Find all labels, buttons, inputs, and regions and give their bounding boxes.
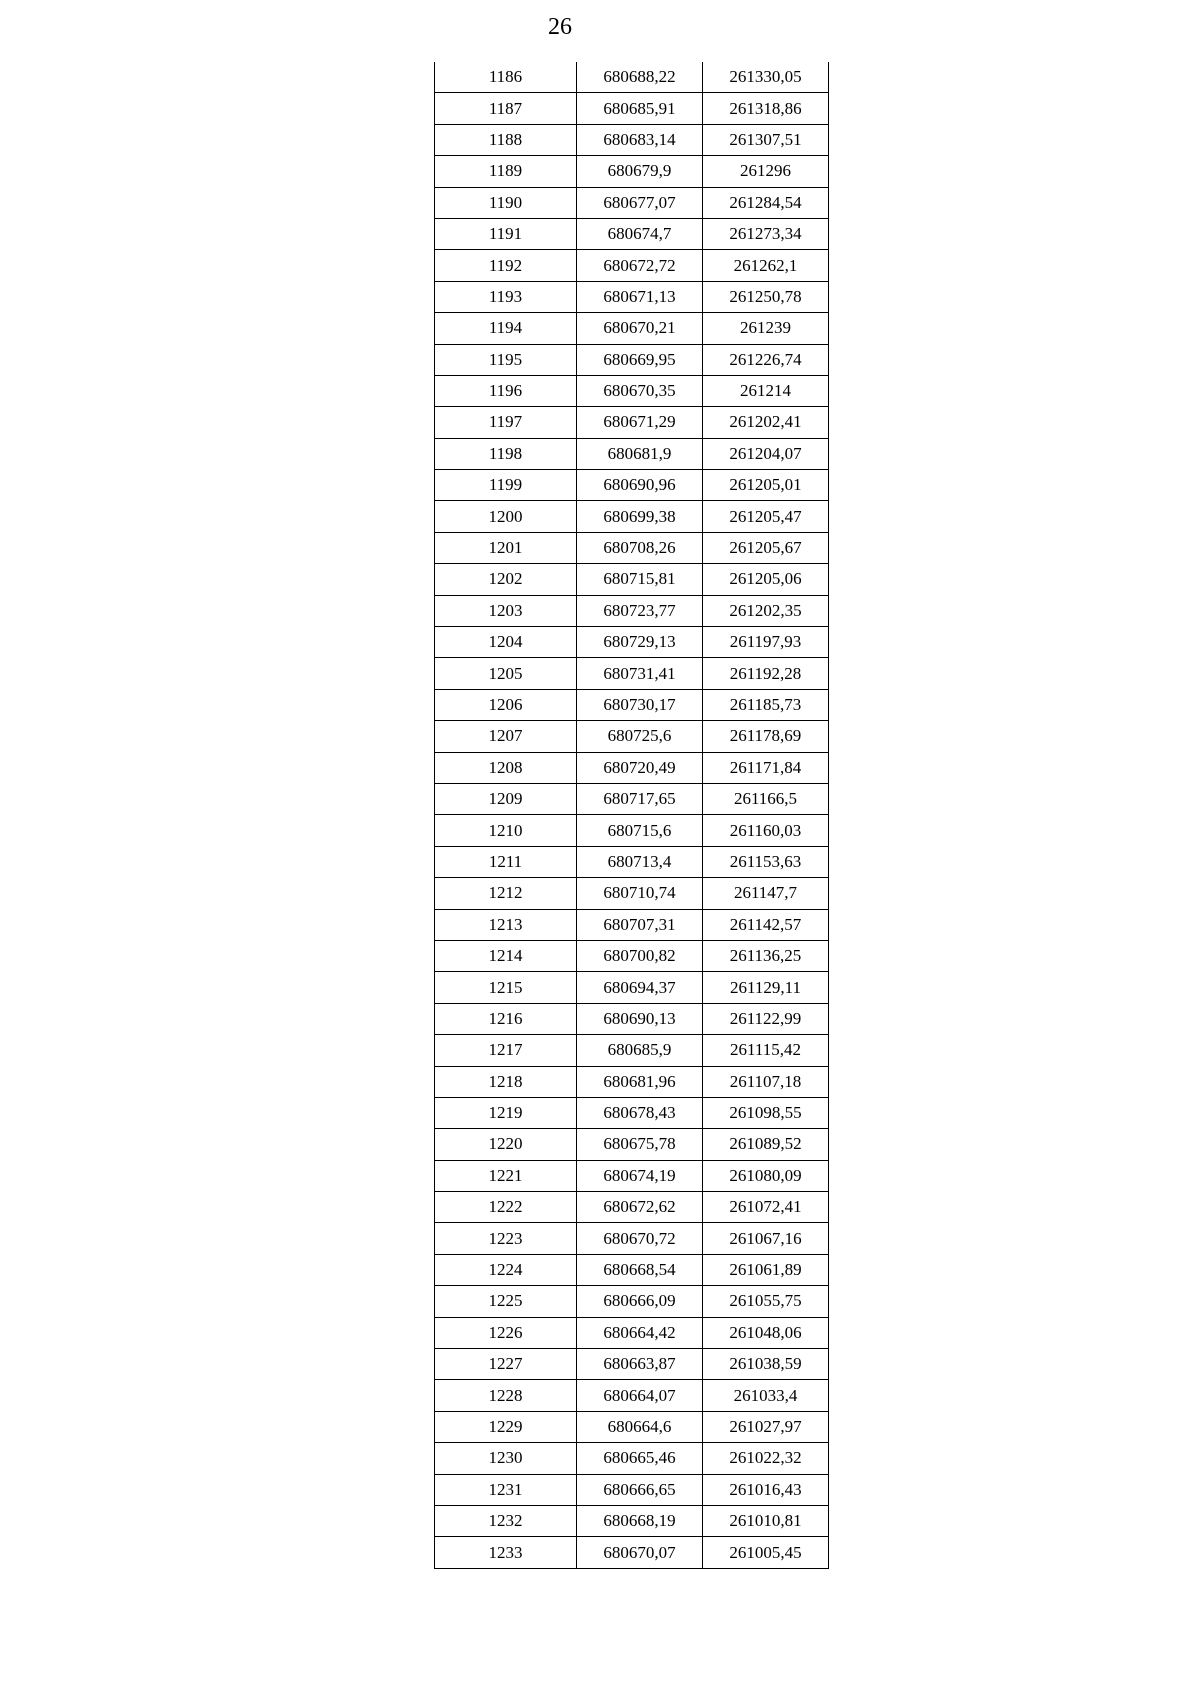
table-row	[435, 1097, 829, 1128]
point-number-cell: 1218	[435, 1066, 577, 1097]
y-coordinate-cell: 261010,81	[703, 1505, 829, 1536]
point-number-cell: 1232	[435, 1505, 577, 1536]
x-coordinate-cell: 680725,6	[577, 721, 703, 752]
table-row	[435, 940, 829, 971]
y-coordinate-cell: 261185,73	[703, 689, 829, 720]
table-row	[435, 752, 829, 783]
table-row	[435, 689, 829, 720]
x-coordinate-cell: 680665,46	[577, 1443, 703, 1474]
table-row	[435, 1411, 829, 1442]
x-coordinate-cell: 680671,13	[577, 281, 703, 312]
table-row	[435, 250, 829, 281]
x-coordinate-cell: 680666,65	[577, 1474, 703, 1505]
y-coordinate-cell: 261098,55	[703, 1097, 829, 1128]
y-coordinate-cell: 261205,67	[703, 532, 829, 563]
point-number-cell: 1201	[435, 532, 577, 563]
point-number-cell: 1214	[435, 940, 577, 971]
y-coordinate-cell: 261205,06	[703, 564, 829, 595]
y-coordinate-cell: 261038,59	[703, 1349, 829, 1380]
table-row	[435, 1003, 829, 1034]
x-coordinate-cell: 680668,54	[577, 1254, 703, 1285]
y-coordinate-cell: 261171,84	[703, 752, 829, 783]
point-number-cell: 1211	[435, 846, 577, 877]
point-number-cell: 1204	[435, 627, 577, 658]
point-number-cell: 1226	[435, 1317, 577, 1348]
table-row	[435, 532, 829, 563]
y-coordinate-cell: 261284,54	[703, 187, 829, 218]
y-coordinate-cell: 261107,18	[703, 1066, 829, 1097]
table-row	[435, 375, 829, 406]
x-coordinate-cell: 680708,26	[577, 532, 703, 563]
point-number-cell: 1208	[435, 752, 577, 783]
table-row	[435, 1505, 829, 1536]
x-coordinate-cell: 680681,96	[577, 1066, 703, 1097]
table-row	[435, 407, 829, 438]
x-coordinate-cell: 680664,07	[577, 1380, 703, 1411]
point-number-cell: 1207	[435, 721, 577, 752]
y-coordinate-cell: 261318,86	[703, 93, 829, 124]
point-number-cell: 1205	[435, 658, 577, 689]
x-coordinate-cell: 680685,91	[577, 93, 703, 124]
x-coordinate-cell: 680688,22	[577, 62, 703, 93]
y-coordinate-cell: 261027,97	[703, 1411, 829, 1442]
x-coordinate-cell: 680690,96	[577, 470, 703, 501]
y-coordinate-cell: 261129,11	[703, 972, 829, 1003]
x-coordinate-cell: 680672,72	[577, 250, 703, 281]
y-coordinate-cell: 261072,41	[703, 1192, 829, 1223]
y-coordinate-cell: 261273,34	[703, 218, 829, 249]
point-number-cell: 1216	[435, 1003, 577, 1034]
point-number-cell: 1196	[435, 375, 577, 406]
table-row	[435, 1066, 829, 1097]
table-row	[435, 470, 829, 501]
point-number-cell: 1215	[435, 972, 577, 1003]
table-row	[435, 783, 829, 814]
table-row	[435, 1317, 829, 1348]
y-coordinate-cell: 261307,51	[703, 124, 829, 155]
y-coordinate-cell: 261067,16	[703, 1223, 829, 1254]
point-number-cell: 1190	[435, 187, 577, 218]
y-coordinate-cell: 261178,69	[703, 721, 829, 752]
x-coordinate-cell: 680674,19	[577, 1160, 703, 1191]
y-coordinate-cell: 261160,03	[703, 815, 829, 846]
point-number-cell: 1213	[435, 909, 577, 940]
x-coordinate-cell: 680670,35	[577, 375, 703, 406]
x-coordinate-cell: 680672,62	[577, 1192, 703, 1223]
table-row	[435, 501, 829, 532]
y-coordinate-cell: 261202,41	[703, 407, 829, 438]
x-coordinate-cell: 680670,21	[577, 313, 703, 344]
point-number-cell: 1231	[435, 1474, 577, 1505]
table-row	[435, 1254, 829, 1285]
x-coordinate-cell: 680717,65	[577, 783, 703, 814]
table-row	[435, 281, 829, 312]
table-row	[435, 1160, 829, 1191]
point-number-cell: 1188	[435, 124, 577, 155]
table-row	[435, 627, 829, 658]
x-coordinate-cell: 680683,14	[577, 124, 703, 155]
x-coordinate-cell: 680668,19	[577, 1505, 703, 1536]
y-coordinate-cell: 261048,06	[703, 1317, 829, 1348]
table-row	[435, 1474, 829, 1505]
y-coordinate-cell: 261330,05	[703, 62, 829, 93]
y-coordinate-cell: 261122,99	[703, 1003, 829, 1034]
table-row	[435, 721, 829, 752]
y-coordinate-cell: 261115,42	[703, 1035, 829, 1066]
point-number-cell: 1191	[435, 218, 577, 249]
point-number-cell: 1200	[435, 501, 577, 532]
table-row	[435, 1380, 829, 1411]
table-row	[435, 846, 829, 877]
y-coordinate-cell: 261239	[703, 313, 829, 344]
x-coordinate-cell: 680663,87	[577, 1349, 703, 1380]
x-coordinate-cell: 680730,17	[577, 689, 703, 720]
y-coordinate-cell: 261197,93	[703, 627, 829, 658]
x-coordinate-cell: 680710,74	[577, 878, 703, 909]
table-row	[435, 438, 829, 469]
table-row	[435, 218, 829, 249]
point-number-cell: 1233	[435, 1537, 577, 1568]
point-number-cell: 1187	[435, 93, 577, 124]
x-coordinate-cell: 680669,95	[577, 344, 703, 375]
table-row	[435, 564, 829, 595]
table-row	[435, 124, 829, 155]
table-row	[435, 1537, 829, 1568]
y-coordinate-cell: 261226,74	[703, 344, 829, 375]
point-number-cell: 1206	[435, 689, 577, 720]
table-row	[435, 1129, 829, 1160]
point-number-cell: 1224	[435, 1254, 577, 1285]
y-coordinate-cell: 261147,7	[703, 878, 829, 909]
table-row	[435, 815, 829, 846]
y-coordinate-cell: 261061,89	[703, 1254, 829, 1285]
point-number-cell: 1202	[435, 564, 577, 595]
table-row	[435, 909, 829, 940]
point-number-cell: 1209	[435, 783, 577, 814]
table-row	[435, 344, 829, 375]
y-coordinate-cell: 261136,25	[703, 940, 829, 971]
x-coordinate-cell: 680685,9	[577, 1035, 703, 1066]
x-coordinate-cell: 680666,09	[577, 1286, 703, 1317]
y-coordinate-cell: 261142,57	[703, 909, 829, 940]
point-number-cell: 1195	[435, 344, 577, 375]
x-coordinate-cell: 680675,78	[577, 1129, 703, 1160]
y-coordinate-cell: 261033,4	[703, 1380, 829, 1411]
x-coordinate-cell: 680731,41	[577, 658, 703, 689]
point-number-cell: 1227	[435, 1349, 577, 1380]
table-row	[435, 1286, 829, 1317]
point-number-cell: 1192	[435, 250, 577, 281]
point-number-cell: 1220	[435, 1129, 577, 1160]
table-row	[435, 313, 829, 344]
y-coordinate-cell: 261089,52	[703, 1129, 829, 1160]
point-number-cell: 1228	[435, 1380, 577, 1411]
y-coordinate-cell: 261080,09	[703, 1160, 829, 1191]
y-coordinate-cell: 261192,28	[703, 658, 829, 689]
y-coordinate-cell: 261262,1	[703, 250, 829, 281]
point-number-cell: 1193	[435, 281, 577, 312]
x-coordinate-cell: 680681,9	[577, 438, 703, 469]
point-number-cell: 1221	[435, 1160, 577, 1191]
x-coordinate-cell: 680720,49	[577, 752, 703, 783]
table-row	[435, 93, 829, 124]
y-coordinate-cell: 261205,01	[703, 470, 829, 501]
point-number-cell: 1210	[435, 815, 577, 846]
x-coordinate-cell: 680664,6	[577, 1411, 703, 1442]
point-number-cell: 1219	[435, 1097, 577, 1128]
table-row	[435, 1035, 829, 1066]
x-coordinate-cell: 680678,43	[577, 1097, 703, 1128]
table-row	[435, 187, 829, 218]
x-coordinate-cell: 680713,4	[577, 846, 703, 877]
point-number-cell: 1198	[435, 438, 577, 469]
table-row	[435, 1223, 829, 1254]
table-row	[435, 1349, 829, 1380]
y-coordinate-cell: 261250,78	[703, 281, 829, 312]
x-coordinate-cell: 680715,81	[577, 564, 703, 595]
point-number-cell: 1186	[435, 62, 577, 93]
table-row	[435, 1443, 829, 1474]
y-coordinate-cell: 261016,43	[703, 1474, 829, 1505]
point-number-cell: 1223	[435, 1223, 577, 1254]
point-number-cell: 1197	[435, 407, 577, 438]
point-number-cell: 1199	[435, 470, 577, 501]
point-number-cell: 1189	[435, 156, 577, 187]
y-coordinate-cell: 261005,45	[703, 1537, 829, 1568]
x-coordinate-cell: 680700,82	[577, 940, 703, 971]
coordinates-table-body	[435, 62, 829, 1568]
x-coordinate-cell: 680715,6	[577, 815, 703, 846]
point-number-cell: 1203	[435, 595, 577, 626]
point-number-cell: 1194	[435, 313, 577, 344]
point-number-cell: 1212	[435, 878, 577, 909]
y-coordinate-cell: 261166,5	[703, 783, 829, 814]
x-coordinate-cell: 680664,42	[577, 1317, 703, 1348]
x-coordinate-cell: 680670,07	[577, 1537, 703, 1568]
coordinates-table	[434, 62, 829, 1569]
x-coordinate-cell: 680729,13	[577, 627, 703, 658]
table-row	[435, 62, 829, 93]
point-number-cell: 1217	[435, 1035, 577, 1066]
table-row	[435, 658, 829, 689]
x-coordinate-cell: 680671,29	[577, 407, 703, 438]
table-row	[435, 972, 829, 1003]
point-number-cell: 1230	[435, 1443, 577, 1474]
page-number: 26	[548, 14, 572, 40]
x-coordinate-cell: 680674,7	[577, 218, 703, 249]
table-row	[435, 1192, 829, 1223]
table-row	[435, 156, 829, 187]
y-coordinate-cell: 261202,35	[703, 595, 829, 626]
x-coordinate-cell: 680670,72	[577, 1223, 703, 1254]
x-coordinate-cell: 680677,07	[577, 187, 703, 218]
x-coordinate-cell: 680694,37	[577, 972, 703, 1003]
y-coordinate-cell: 261022,32	[703, 1443, 829, 1474]
point-number-cell: 1225	[435, 1286, 577, 1317]
x-coordinate-cell: 680723,77	[577, 595, 703, 626]
point-number-cell: 1222	[435, 1192, 577, 1223]
x-coordinate-cell: 680699,38	[577, 501, 703, 532]
y-coordinate-cell: 261214	[703, 375, 829, 406]
table-row	[435, 878, 829, 909]
y-coordinate-cell: 261153,63	[703, 846, 829, 877]
point-number-cell: 1229	[435, 1411, 577, 1442]
table-row	[435, 595, 829, 626]
y-coordinate-cell: 261055,75	[703, 1286, 829, 1317]
y-coordinate-cell: 261296	[703, 156, 829, 187]
x-coordinate-cell: 680707,31	[577, 909, 703, 940]
y-coordinate-cell: 261205,47	[703, 501, 829, 532]
y-coordinate-cell: 261204,07	[703, 438, 829, 469]
x-coordinate-cell: 680690,13	[577, 1003, 703, 1034]
x-coordinate-cell: 680679,9	[577, 156, 703, 187]
